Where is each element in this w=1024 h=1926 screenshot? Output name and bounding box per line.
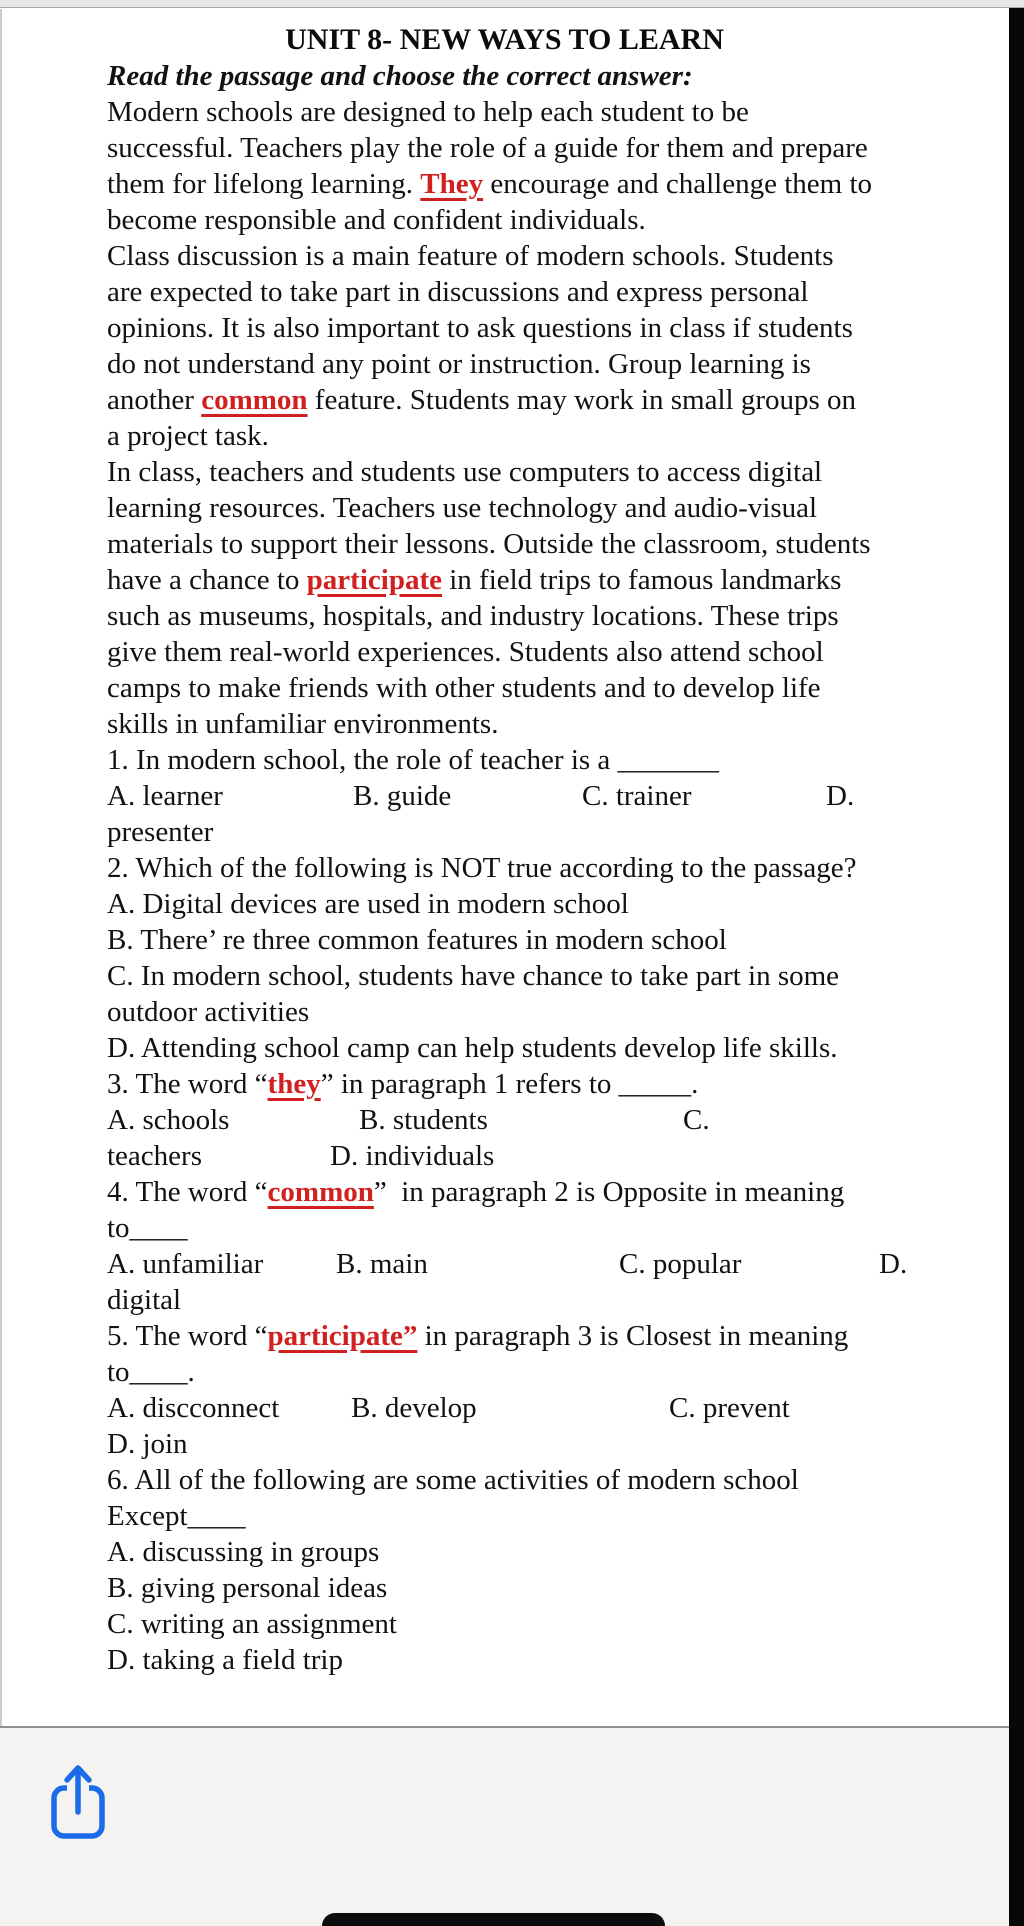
text-line (107, 634, 1009, 670)
text-segment: presenter (107, 816, 214, 848)
text-line (107, 958, 1009, 994)
text-segment: learning resources. Teachers use technology and audio-visual (107, 492, 818, 524)
document-body (2, 58, 1009, 1678)
text-segment: teachers (107, 1140, 202, 1172)
text-segment: to____ (107, 1212, 188, 1244)
text-line (107, 1462, 1009, 1498)
text-segment: digital (107, 1284, 182, 1316)
share-icon (48, 1830, 108, 1845)
text-segment: C. popular (619, 1248, 742, 1280)
text-line (107, 1066, 1009, 1102)
text-segment: materials to support their lessons. Outside the classroom, students (107, 528, 871, 560)
text-segment: become responsible and confident individuals. (107, 204, 646, 236)
text-line (107, 886, 1009, 922)
text-segment: opinions. It is also important to ask questions in class if students (107, 312, 853, 344)
text-segment: Modern schools are designed to help each student to be (107, 96, 749, 128)
text-line (107, 310, 1009, 346)
text-line (107, 490, 1009, 526)
text-segment: feature. Students may work in small groups on (307, 384, 857, 416)
text-segment: skills in unfamiliar environments. (107, 708, 499, 740)
text-segment: in paragraph 3 is Closest in meaning (417, 1320, 849, 1352)
text-line (107, 670, 1009, 706)
highlighted-term: They (420, 168, 484, 200)
text-segment: another (107, 384, 202, 416)
text-line (107, 346, 1009, 382)
text-line (107, 418, 1009, 454)
text-segment: encourage and challenge them to (483, 168, 873, 200)
text-line (107, 706, 1009, 742)
text-segment: in field trips to famous landmarks (441, 564, 842, 596)
text-line (107, 1282, 1009, 1318)
text-segment: A. unfamiliar (107, 1248, 264, 1280)
text-segment: do not understand any point or instruction. Group learning is (107, 348, 811, 380)
text-line (107, 1390, 1009, 1426)
text-line (107, 382, 1009, 418)
text-segment: 6. All of the following are some activities of modern school (107, 1464, 799, 1496)
text-segment: D. join (107, 1428, 188, 1460)
text-line (107, 598, 1009, 634)
text-segment: A. schools (107, 1104, 230, 1136)
text-line (107, 454, 1009, 490)
text-segment: to____. (107, 1356, 195, 1388)
text-line (107, 922, 1009, 958)
text-segment: B. guide (353, 780, 452, 812)
text-segment: Class discussion is a main feature of modern schools. Students (107, 240, 834, 272)
text-segment: such as museums, hospitals, and industry locations. These trips (107, 600, 839, 632)
text-segment: give them real-world experiences. Students also attend school (107, 636, 824, 668)
highlighted-term: common (201, 384, 308, 416)
text-line (107, 1642, 1009, 1678)
text-segment: D. (826, 780, 855, 812)
text-line (107, 1318, 1009, 1354)
text-line (107, 1570, 1009, 1606)
highlighted-term: participate” (267, 1320, 418, 1352)
text-segment: B. students (359, 1104, 488, 1136)
text-segment: B. There’ re three common features in modern school (107, 924, 727, 956)
text-line (107, 94, 1009, 130)
text-segment: D. taking a field trip (107, 1644, 343, 1676)
highlighted-term: they (267, 1068, 321, 1100)
text-line (107, 1426, 1009, 1462)
text-segment: D. (879, 1248, 908, 1280)
text-segment: C. (683, 1104, 710, 1136)
text-segment: camps to make friends with other students and to develop life (107, 672, 821, 704)
text-segment: 5. The word “ (107, 1320, 268, 1352)
text-segment: D. Attending school camp can help students develop life skills. (107, 1032, 838, 1064)
text-line (107, 202, 1009, 238)
text-segment: D. individuals (330, 1140, 495, 1172)
text-segment: C. prevent (669, 1392, 790, 1424)
status-bar-strip (0, 0, 1024, 8)
text-segment: have a chance to (107, 564, 307, 596)
text-line (107, 850, 1009, 886)
page-title: UNIT 8- NEW WAYS TO LEARN (285, 23, 724, 56)
text-segment: C. writing an assignment (107, 1608, 397, 1640)
highlighted-term: participate (306, 564, 442, 596)
text-line (107, 1210, 1009, 1246)
text-segment: B. main (336, 1248, 428, 1280)
right-edge-bar (1009, 8, 1024, 1926)
text-segment: 3. The word “ (107, 1068, 268, 1100)
highlighted-term: common (267, 1176, 374, 1208)
text-line (107, 1354, 1009, 1390)
text-line (107, 1102, 1009, 1138)
text-line (107, 526, 1009, 562)
bottom-toolbar (0, 1726, 1009, 1926)
bottom-black-bar (322, 1913, 665, 1926)
text-line (107, 778, 1009, 814)
text-segment: ” in paragraph 1 refers to _____. (320, 1068, 699, 1100)
text-segment: 4. The word “ (107, 1176, 268, 1208)
text-segment: A. discconnect (107, 1392, 280, 1424)
text-line (107, 1030, 1009, 1066)
text-segment: Except____ (107, 1500, 246, 1532)
text-line (107, 1498, 1009, 1534)
text-segment: ” in paragraph 2 is Opposite in meaning (373, 1176, 845, 1208)
text-segment: Read the passage and choose the correct answer: (107, 60, 693, 92)
text-segment: 2. Which of the following is NOT true according to the passage? (107, 852, 857, 884)
text-line (107, 1534, 1009, 1570)
text-segment: a project task. (107, 420, 269, 452)
text-segment: successful. Teachers play the role of a guide for them and prepare (107, 132, 868, 164)
text-segment: are expected to take part in discussions and express personal (107, 276, 809, 308)
text-line (107, 1174, 1009, 1210)
text-line (107, 58, 1009, 94)
text-line (107, 562, 1009, 598)
text-segment: In class, teachers and students use computers to access digital (107, 456, 823, 488)
text-line (107, 814, 1009, 850)
text-segment: B. giving personal ideas (107, 1572, 388, 1604)
text-line (107, 742, 1009, 778)
text-line (107, 274, 1009, 310)
text-segment: A. discussing in groups (107, 1536, 380, 1568)
text-segment: A. learner (107, 780, 223, 812)
text-line (107, 130, 1009, 166)
text-segment: C. In modern school, students have chance to take part in some (107, 960, 840, 992)
text-line (107, 1246, 1009, 1282)
share-button[interactable] (48, 1762, 108, 1842)
text-line (107, 166, 1009, 202)
text-segment: outdoor activities (107, 996, 310, 1028)
text-segment: B. develop (351, 1392, 477, 1424)
text-segment: them for lifelong learning. (107, 168, 421, 200)
text-line (107, 238, 1009, 274)
text-segment: C. trainer (582, 780, 692, 812)
text-line (107, 1138, 1009, 1174)
document-page (0, 9, 1009, 1726)
text-segment: 1. In modern school, the role of teacher is a _______ (107, 744, 720, 776)
text-line (107, 994, 1009, 1030)
text-line (107, 1606, 1009, 1642)
text-segment: A. Digital devices are used in modern school (107, 888, 629, 920)
